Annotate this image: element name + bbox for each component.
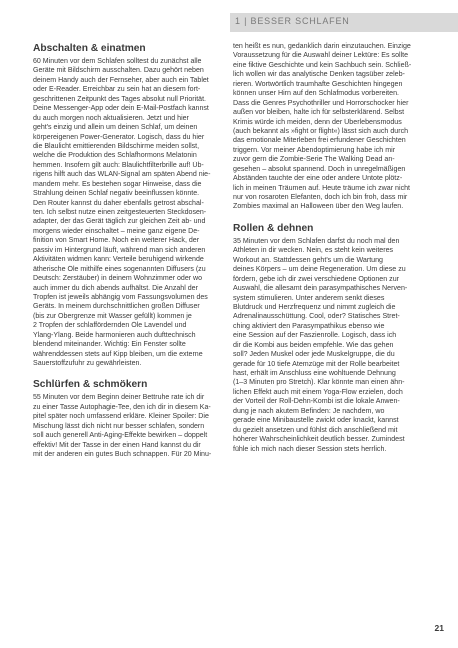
text-line: gesehen – absolut spannend. Doch in unregelmäßigen [233, 164, 406, 173]
text-line: rieren. Wortwörtlich traumhafte Geschichten hingegen [233, 79, 403, 88]
text-line: Den Router kannst du daher ebenfalls getrost abschal- [33, 199, 204, 207]
text-line: effektiv! Mit der Tasse in der einen Hand kannst du dir [33, 441, 201, 449]
text-line: ätherische Öle mithilfe eines sogenannten Diffusers (zu [33, 265, 206, 273]
text-line: 55 Minuten vor dem Beginn deiner Bettruhe rate ich dir [33, 394, 205, 402]
text-line: Strahlung deinen Schlaf negativ beeinflussen könnte. [33, 190, 200, 198]
text-line: Auswahl, die allesamt dein parasympathisches Nerven- [233, 284, 408, 293]
page-number: 21 [434, 623, 444, 633]
text-line: Athleten in dir wecken. Nein, es steht kein weiteres [233, 246, 394, 255]
section-title: Schlürfen & schmökern [33, 379, 148, 391]
text-line: deines Körpers – um deine Regeneration. Um diese zu [233, 265, 406, 274]
text-line: rigens hilft auch das WLAN-Signal am späten Abend nie- [33, 171, 211, 179]
text-line: soll? Jeden Muskel oder jede Muskelgruppe, die du [233, 350, 395, 359]
section-continuation [233, 42, 426, 212]
text-line: adapter, der das Gerät täglich zur gleichen Zeit ab- und [33, 218, 206, 226]
text-line: Adrenalinausschüttung. Cool, oder? Statisches Stret- [233, 312, 400, 321]
section-body [233, 42, 426, 212]
text-line: außen vor bleiben, halte ich für selbsterklärend. Selbst [233, 108, 405, 117]
text-line: 2 Tropfen der schlaffördernden Öle Lavendel und [33, 322, 187, 330]
text-line: (1–3 Minuten pro Stretch). Klar könnte man einen ähn- [233, 378, 405, 387]
text-line: Krimis würde ich meiden, denn der Überlebensmodus [233, 117, 402, 126]
text-line: pitel später noch umfassend erkläre. Kleiner Spoiler: Die [33, 413, 209, 421]
text-line: können unser Hirn auf den Schlafmodus vorbereiten. [233, 89, 400, 98]
section-body [233, 237, 426, 454]
text-line: du auch morgen noch aktualisieren. Jetzt und hier [33, 114, 189, 122]
text-line: Workout an. Stattdessen geht's um die Wartung [233, 255, 384, 264]
text-line: welche die Produktion des Schlafhormons Melatonin [33, 152, 197, 160]
text-line: Tropfen ist jeweils abhängig vom Fassungsvolumen des [33, 293, 208, 301]
text-line: Ylang-Ylang. Beide harmonieren auch dufttechnisch [33, 331, 196, 339]
text-line: eine Session auf der Faszienrolle. Logisch, dass ich [233, 331, 397, 340]
text-line: Abständen tauchte der eine oder andere Untote plötz- [233, 174, 403, 183]
section-schluerfen [33, 378, 218, 459]
section-abschalten [33, 42, 218, 368]
text-line: Dass die Genres Psychothriller und Horrorschocker hier [233, 98, 409, 107]
text-line: ten. Ich selbst nutze einen zeitgesteuerten Steckdosen- [33, 209, 207, 216]
text-line: geht's einzig und allein um deinen Schlaf, um deinen [33, 124, 198, 132]
text-line: Mischung lässt dich nicht nur besser schlafen, sondern [33, 422, 205, 430]
text-line: system stimulieren. Unter anderem senkt dieses [233, 293, 385, 302]
text-line: hast, erhält im Anschluss eine wohltuende Dehnung [233, 369, 396, 377]
chapter-header [230, 13, 458, 32]
left-column [33, 42, 218, 460]
text-line: dir die Kombi aus beiden empfehle. Wie das gehen [233, 340, 394, 349]
text-line: morgens wieder einschaltet – meine ganz eigene De- [33, 227, 200, 235]
text-line: Blutdruck und Herzfrequenz und nimmt zugleich die [233, 302, 396, 311]
text-line: gerade eine Minibaustelle zwickt oder knackt, kannst [233, 416, 399, 425]
text-line: Voraussetzung für die Auswahl deiner Lektüre: Es sollte [233, 51, 409, 60]
text-line: auch immer du dich abends aufhältst. Die Anzahl der [33, 284, 198, 292]
text-line: oder E-Reader. Erreichbar zu sein hat an diesem fort- [33, 86, 201, 94]
text-line: hemmen. Insofern gilt auch: Blaulichtfilterbrille auf! Üb- [33, 161, 204, 169]
section-title: Rollen & dehnen [233, 222, 314, 234]
text-line: höherer Wahrscheinlichkeit deutlich besser. Zumindest [233, 435, 405, 444]
text-line: Aktivitäten widmen kann: Verteile beruhigend wirkende [33, 256, 204, 264]
text-line: lichen Effekt auch mit einem Yoga-Flow erzielen, doch [233, 387, 403, 396]
text-line: 35 Minuten vor dem Schlafen darfst du noch mal den [233, 236, 400, 245]
text-line: deinem Handy auch der Fernseher, aber auch ein Tablet [33, 76, 209, 84]
text-line: zuvor gern die Zombie-Serie The Walking Dead an- [233, 155, 395, 164]
text-line: eine fiktive Geschichte und kein Sachbuch sein. Schließ- [233, 60, 412, 69]
text-line: nur von rosaroten Elefanten, doch ich bin froh, dass mir [233, 193, 408, 201]
text-line: blendend miteinander. Wichtig: Ein Fenster sollte [33, 341, 186, 349]
section-body [33, 57, 218, 368]
text-line: die Blaulicht emittierenden Bildschirme meiden sollst, [33, 142, 200, 150]
right-column [233, 42, 426, 454]
text-line: gerade für 10 tiefe Atemzüge mit der Rolle bearbeitet [233, 359, 400, 368]
text-line: soll auch generell Anti-Aging-Effekte bewirken – doppelt [33, 432, 208, 440]
text-line: geschrittenen Zeitpunkt des Tages absolut null Priorität. [33, 95, 207, 103]
text-line: der Vorteil der Roll-Dehn-Kombi ist die lokale Anwen- [233, 397, 400, 406]
chapter-header-text: 1 | BESSER SCHLAFEN [235, 16, 350, 26]
text-line: mandem mehr. Es bestehen sogar Hinweise, dass die [33, 180, 202, 188]
section-rollen [233, 222, 426, 454]
text-line: triggern. Vor meiner Abendoptimierung habe ich mir [233, 145, 396, 154]
text-line: finition von Smart Home. Noch ein weiterer Hack, der [33, 237, 200, 245]
text-line: das emotionale Miterleben frei erfundener Geschichten [233, 136, 406, 145]
text-line: passiv im Hintergrund läuft, während man sich anderen [33, 246, 206, 254]
text-line: ten heißt es nun, gedanklich darin einzutauchen. Einzige [233, 42, 411, 50]
text-line: lich in meinen Träumen auf. Heute träume ich zwar nicht [233, 183, 411, 192]
text-line: Geräte mit Bildschirm ausschalten. Dazu gehört neben [33, 67, 204, 75]
text-line: Zombies maximal an Halloween über den Weg laufen. [233, 202, 404, 211]
text-line: ching aktiviert den Parasympathikus ebenso wie [233, 321, 385, 330]
text-line: körpereigenen Power-Generator. Logisch, dass du hier [33, 133, 205, 141]
text-line: fördern, gebe ich dir zwei verschiedene Optionen zur [233, 274, 400, 283]
text-line: zu einer Tasse Autophagie-Tee, den ich dir in diesem Ka- [33, 403, 211, 411]
text-line: 60 Minuten vor dem Schlafen solltest du zunächst alle [33, 58, 202, 65]
text-line: lich wollen wir das analytische Denken tagsüber zeleb- [233, 70, 405, 79]
text-line: mit der anderen ein gutes Buch schnappen. Für 20 Minu- [33, 451, 212, 459]
text-line: Deutsch: Zerstäuber) in deinem Wohnzimmer oder wo [33, 275, 203, 283]
section-body [33, 393, 218, 459]
text-line: währenddessen stets auf Kipp bleiben, um die externe [33, 350, 203, 358]
text-line: (bis zur Obergrenze mit Wasser gefüllt) kommen je [33, 312, 192, 320]
text-line: Sauerstoffzufuhr zu gewährleisten. [33, 360, 142, 367]
text-line: Deine Messenger-App oder dein E-Mail-Postfach kannst [33, 105, 209, 113]
text-line: fühle ich mich nach dieser Session stets herrlich. [233, 444, 387, 453]
section-title: Abschalten & einatmen [33, 43, 146, 54]
text-line: (auch bekannt als »fight or flight«) lässt sich auch durch [233, 126, 409, 135]
text-line: dung je nach akutem Befinden: Je nachdem, wo [233, 406, 385, 415]
text-line: du gezielt ansetzen und fühlst dich anschließend mit [233, 425, 398, 434]
text-line: Geräts. In meinem durchschnittlichen großen Diffuser [33, 303, 200, 311]
